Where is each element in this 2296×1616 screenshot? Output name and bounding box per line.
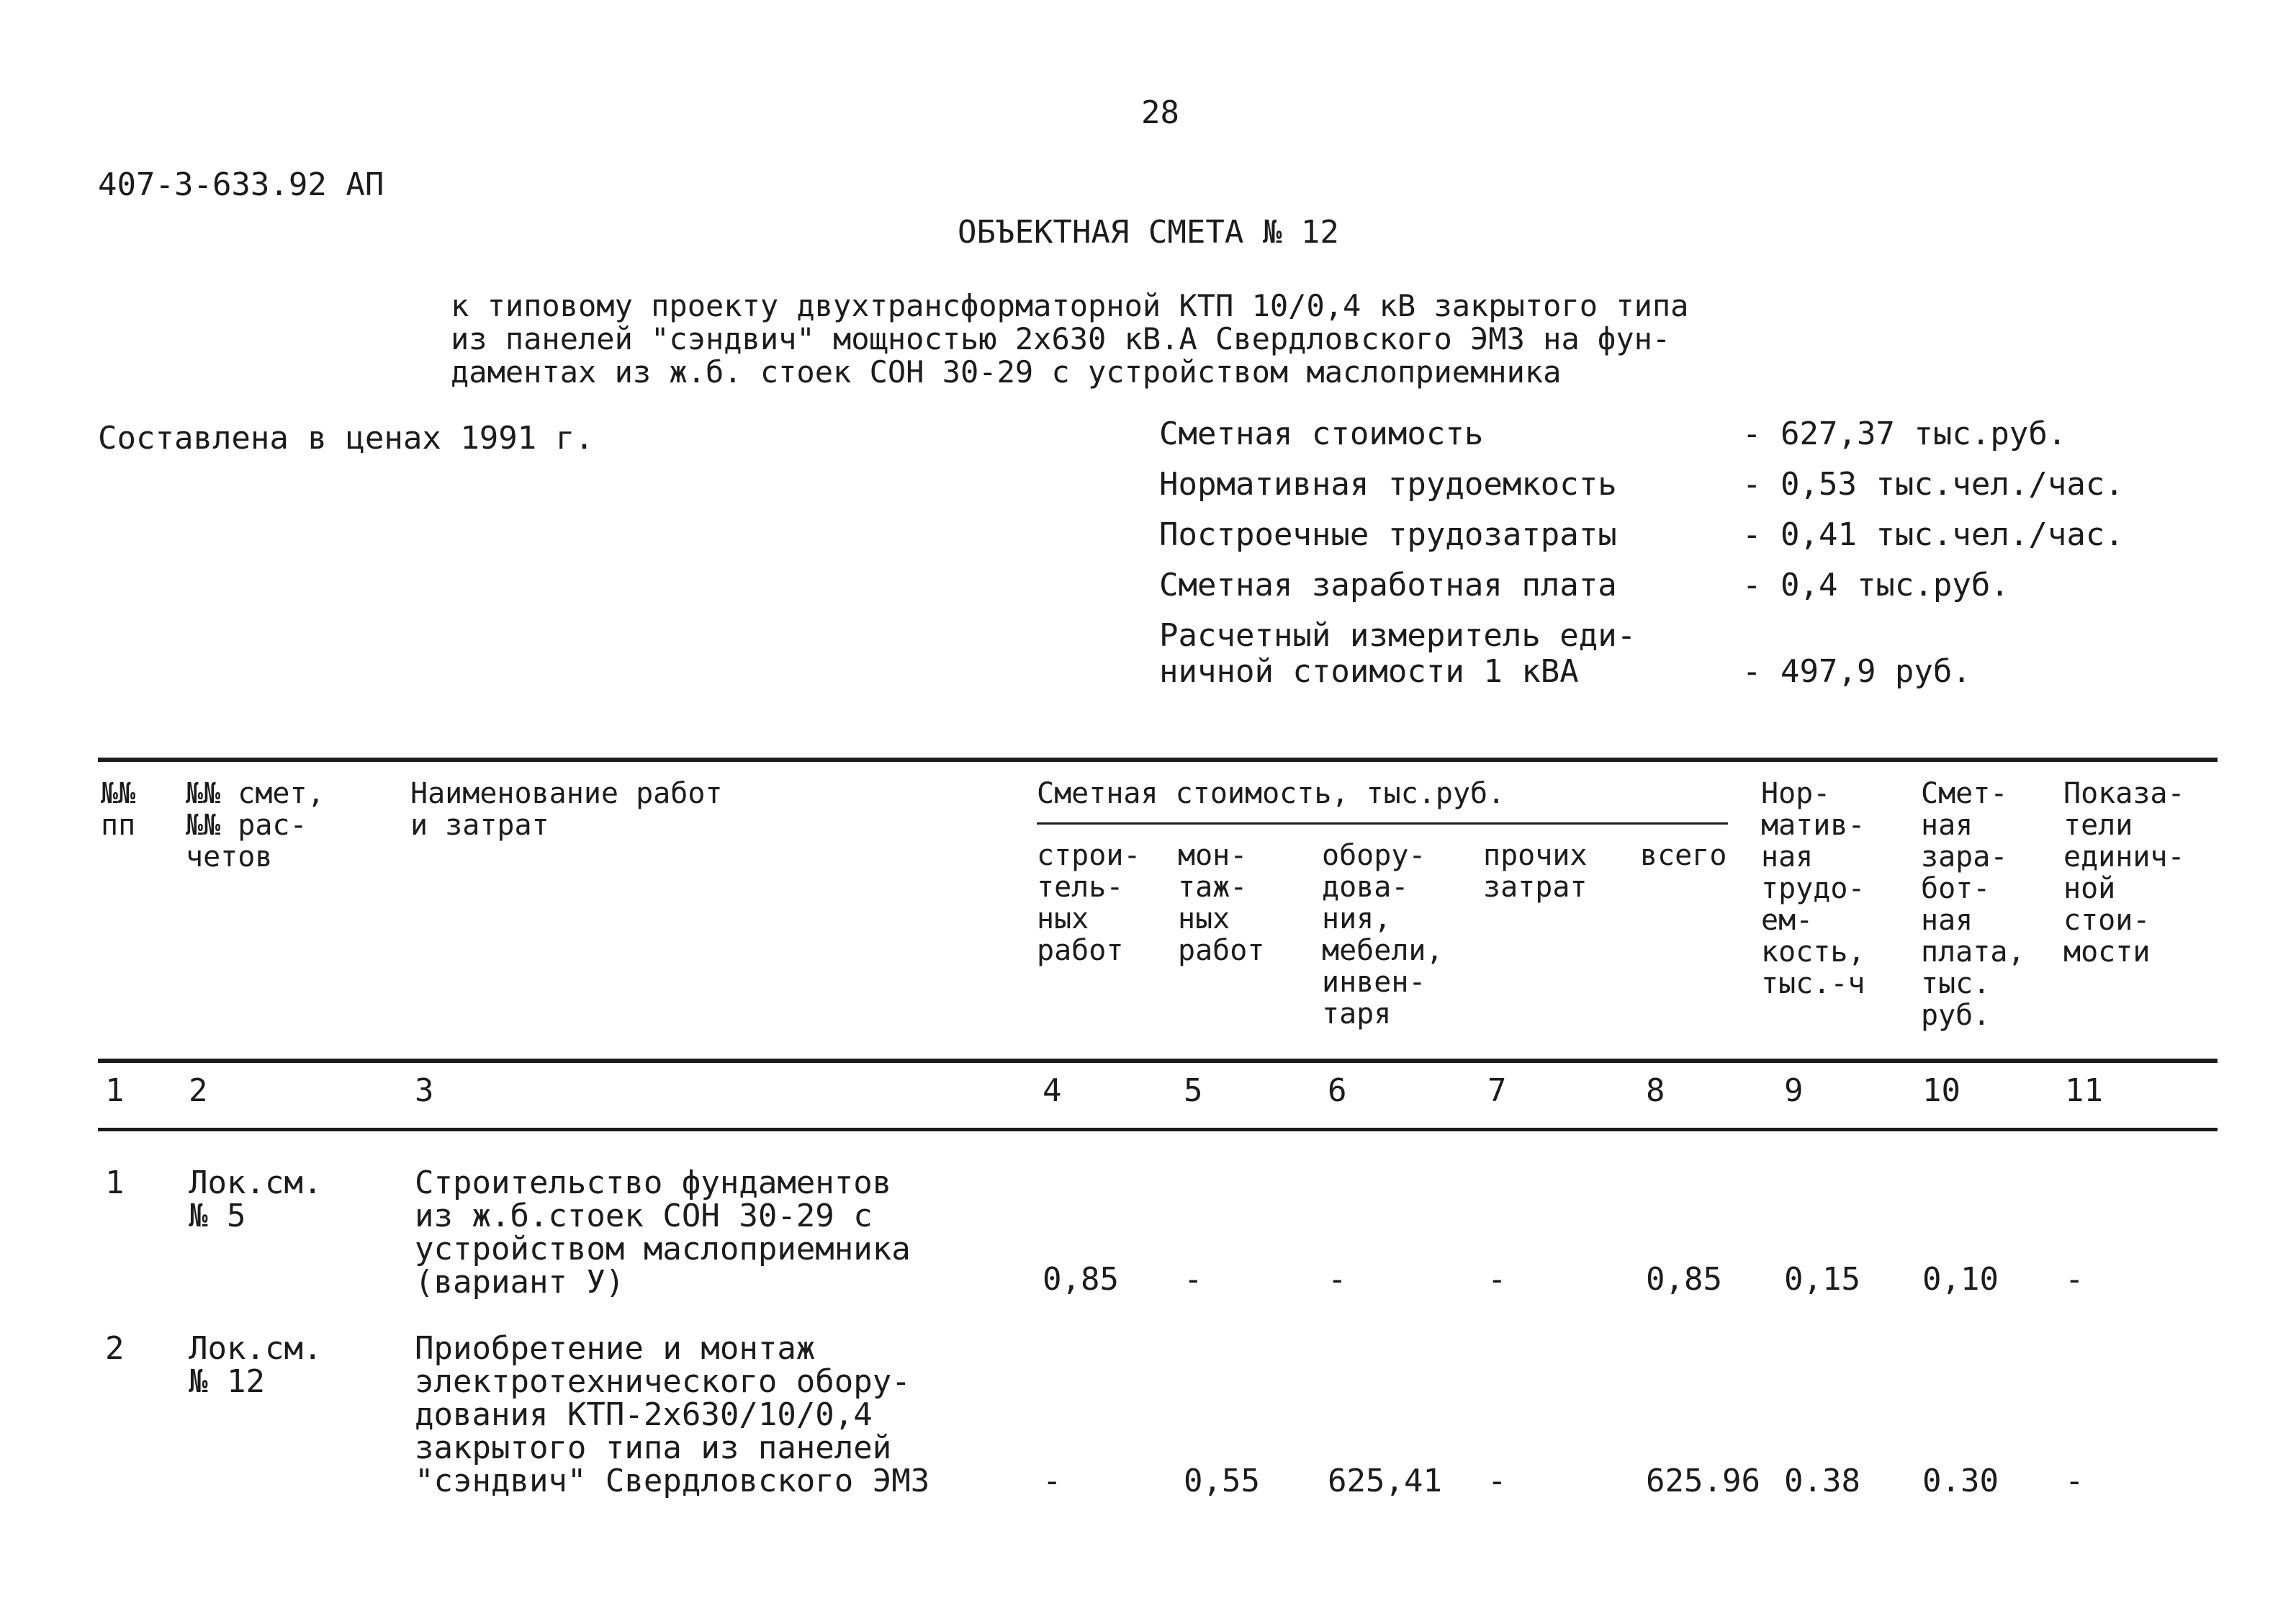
row-number: 1 — [105, 1164, 125, 1201]
row-number: 2 — [105, 1330, 125, 1367]
row-total-cost: 625.96 — [1646, 1463, 1760, 1499]
summary-row — [1159, 467, 2182, 503]
cost-group-rule — [1037, 822, 1728, 825]
header-col-other: прочих затрат — [1483, 839, 1588, 904]
summary-label — [1159, 416, 1742, 452]
table-top-rule — [98, 758, 2218, 762]
header-col-estimate-ref: №№ смет, №№ рас- четов — [186, 777, 325, 874]
header-col-number: №№ пп — [101, 777, 136, 842]
row-construction-cost: 0,85 — [1043, 1261, 1119, 1298]
summary-value: - 0,53 тыс.чел./час. — [1742, 466, 2124, 503]
column-number: 8 — [1646, 1072, 1665, 1109]
header-col-installation: мон- таж- ных работ — [1178, 839, 1265, 967]
summary-value: - 0,4 тыс.руб. — [1742, 567, 2009, 603]
summary-value: - 497,9 руб. — [1742, 653, 1971, 690]
column-number: 9 — [1784, 1072, 1804, 1109]
header-col-wages: Смет- ная зара- бот- ная плата, тыс. руб. — [1921, 777, 2025, 1032]
summary-label-line: Сметная стоимость — [1159, 416, 1484, 452]
row-other-cost: - — [1487, 1261, 1507, 1298]
row-wages: 0,10 — [1922, 1261, 1999, 1298]
row-installation-cost: - — [1184, 1261, 1203, 1298]
row-unit-cost: - — [2065, 1463, 2084, 1499]
summary-label-line: Построечные трудозатраты — [1159, 516, 1617, 553]
row-construction-cost: - — [1043, 1463, 1062, 1499]
row-equipment-cost: - — [1328, 1261, 1347, 1298]
row-other-cost: - — [1487, 1463, 1507, 1499]
summary-value: - 0,41 тыс.чел./час. — [1742, 516, 2124, 553]
row-installation-cost: 0,55 — [1184, 1463, 1260, 1499]
header-col-equipment: обору- дова- ния, мебели, инвен- таря — [1322, 839, 1444, 1031]
header-col-total: всего — [1640, 839, 1727, 872]
column-numbers-rule — [98, 1128, 2218, 1131]
header-bottom-rule — [98, 1059, 2218, 1063]
column-number: 3 — [415, 1072, 434, 1109]
estimate-title: ОБЪЕКТНАЯ СМЕТА № 12 — [958, 214, 1339, 251]
column-number: 6 — [1328, 1072, 1347, 1109]
header-cost-group: Сметная стоимость, тыс.руб. — [1037, 777, 1505, 810]
column-number: 10 — [1922, 1072, 1960, 1109]
summary-value: - 627,37 тыс.руб. — [1742, 416, 2067, 452]
row-wages: 0.30 — [1922, 1463, 1999, 1499]
row-estimate-ref: Лок.см. № 12 — [189, 1330, 323, 1400]
summary-label-line: Расчетный измеритель еди- — [1159, 617, 1637, 654]
subtitle-line: даментах из ж.б. стоек СОН 30-29 с устройством маслоприемника — [451, 354, 1562, 390]
document-code: 407-3-633.92 АП — [98, 166, 384, 203]
row-unit-cost: - — [2065, 1261, 2084, 1298]
column-number: 1 — [105, 1072, 125, 1109]
summary-label — [1159, 517, 1742, 553]
estimate-subtitle — [451, 289, 1919, 389]
page-number: 28 — [1141, 94, 1179, 131]
summary-row — [1159, 517, 2182, 553]
row-estimate-ref: Лок.см. № 5 — [189, 1164, 323, 1234]
header-col-unit-cost: Показа- тели единич- ной стои- мости — [2063, 777, 2185, 969]
summary-block — [1159, 416, 2182, 704]
row-labor: 0,15 — [1784, 1261, 1860, 1298]
summary-label-line: Сметная заработная плата — [1159, 567, 1617, 603]
column-number: 2 — [189, 1072, 208, 1109]
column-number: 5 — [1184, 1072, 1203, 1109]
summary-label — [1159, 467, 1742, 503]
summary-row — [1159, 618, 2182, 690]
summary-label-line: Нормативная трудоемкость — [1159, 466, 1617, 503]
subtitle-line: к типовому проекту двухтрансформаторной КТП 10/0,4 кВ закрытого типа — [451, 288, 1689, 323]
row-work-name: Приобретение и монтаж электротехнического обору- дования КТП-2х630/10/0,4 закрытого типа из панелей "сэндвич" Свердловского ЭМЗ — [415, 1330, 930, 1499]
column-number: 7 — [1487, 1072, 1507, 1109]
row-labor: 0.38 — [1784, 1463, 1860, 1499]
subtitle-line: из панелей "сэндвич" мощностью 2х630 кВ.А Свердловского ЭМЗ на фун- — [451, 321, 1671, 356]
summary-row — [1159, 567, 2182, 603]
summary-label — [1159, 567, 1742, 603]
header-col-labor: Нор- матив- ная трудо- ем- кость, тыс.-ч — [1761, 777, 1865, 1000]
prices-note: Составлена в ценах 1991 г. — [98, 420, 594, 457]
column-number: 4 — [1043, 1072, 1062, 1109]
header-col-name: Наименование работ и затрат — [410, 777, 723, 842]
header-col-construction: строи- тель- ных работ — [1037, 839, 1141, 967]
column-number: 11 — [2065, 1072, 2103, 1109]
row-equipment-cost: 625,41 — [1328, 1463, 1442, 1499]
summary-row — [1159, 416, 2182, 452]
summary-label — [1159, 618, 1742, 690]
summary-label-line: ничной стоимости 1 кВА — [1159, 653, 1579, 690]
row-total-cost: 0,85 — [1646, 1261, 1722, 1298]
row-work-name: Строительство фундаментов из ж.б.стоек СОН 30-29 с устройством маслоприемника (вариант У) — [415, 1164, 911, 1301]
